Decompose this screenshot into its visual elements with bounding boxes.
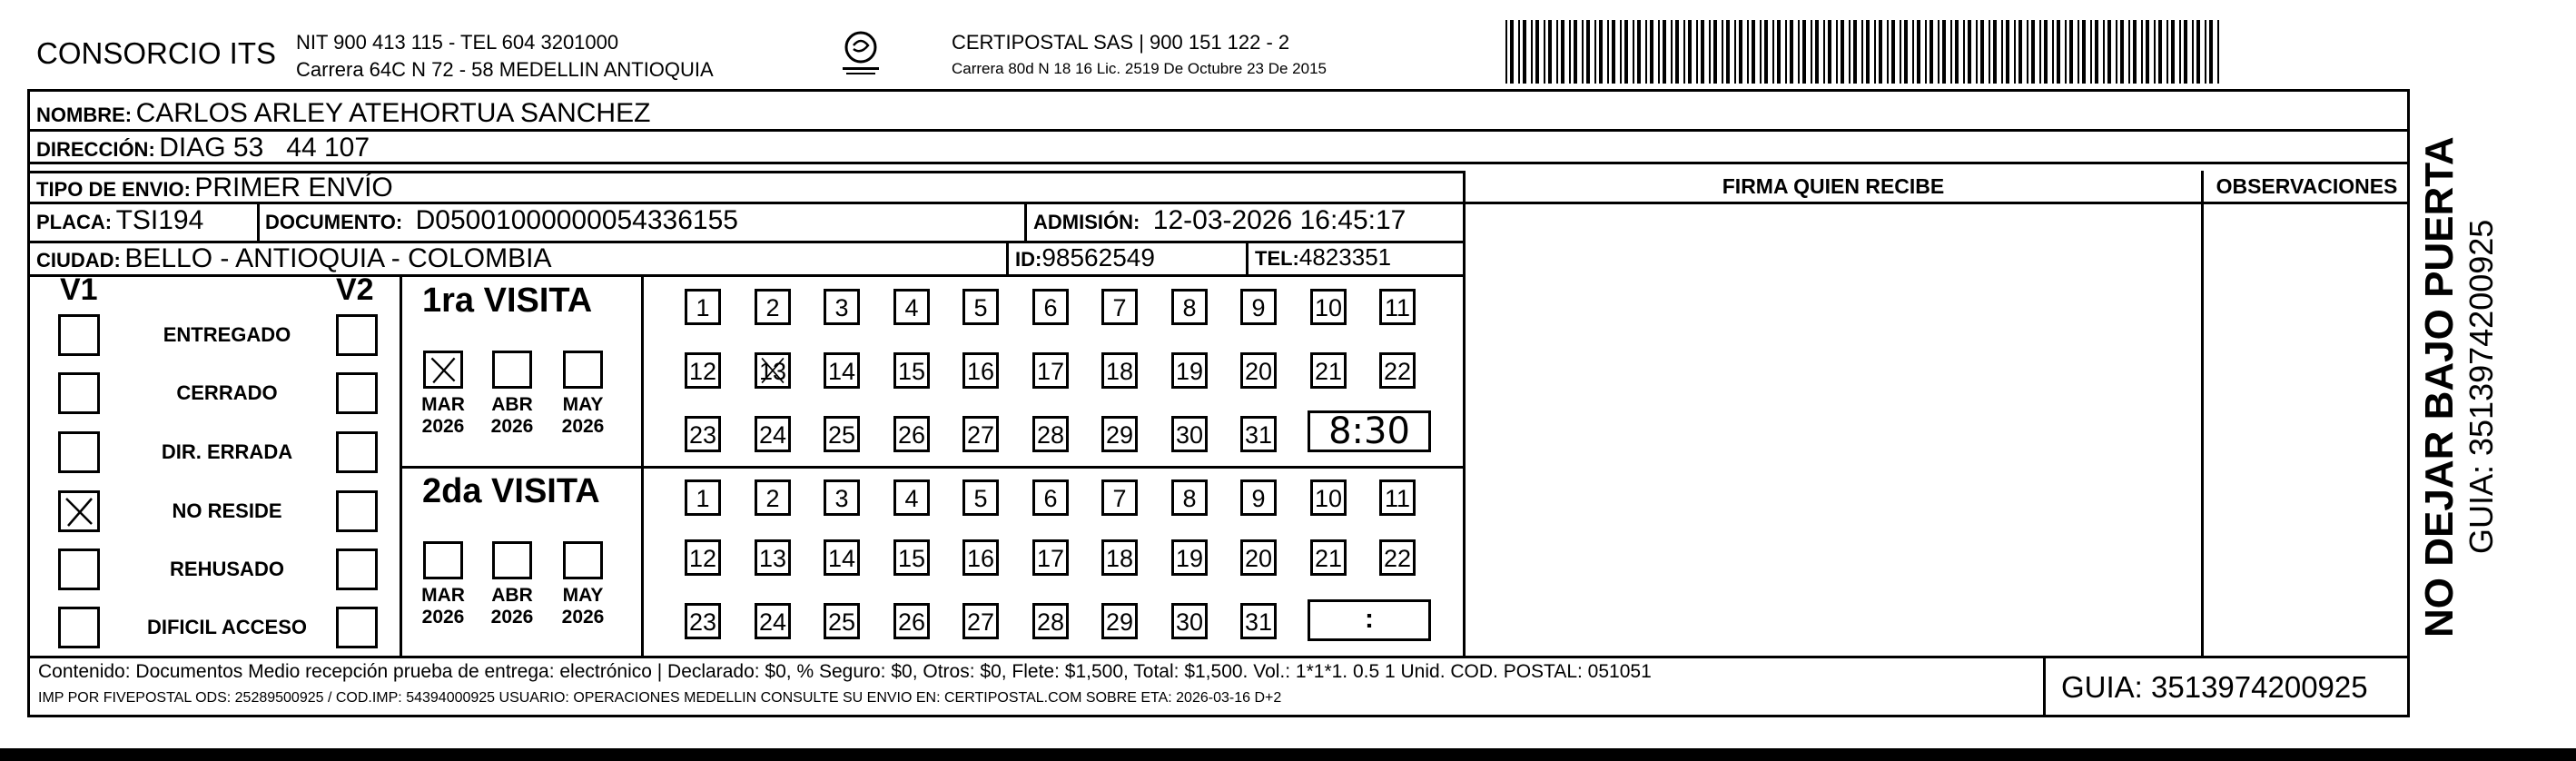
visit2-year-label-1: 2026 (490, 607, 534, 628)
visit1-day-1[interactable]: 1 (685, 289, 721, 325)
visit2-day-3[interactable]: 3 (824, 479, 860, 516)
documento-value: D05001000000054336155 (415, 205, 738, 235)
visit1-day-9[interactable]: 9 (1240, 289, 1277, 325)
ciudad-value: BELLO - ANTIOQUIA - COLOMBIA (124, 243, 552, 273)
v2-label: V2 (336, 272, 374, 307)
visit1-month-label-1: ABR (491, 394, 533, 415)
visit2-month-label-1: ABR (491, 585, 533, 606)
visit2-month-checkbox-2[interactable] (563, 541, 603, 579)
observaciones-header: OBSERVACIONES (2216, 174, 2398, 198)
v2-checkbox-1[interactable] (336, 372, 378, 414)
direccion-label: DIRECCIÓN: (36, 138, 155, 161)
visit2-day-8[interactable]: 8 (1171, 479, 1208, 516)
id-label: ID: (1015, 248, 1042, 271)
visit1-month-checkbox-1[interactable] (492, 351, 532, 389)
v1-checkbox-5[interactable] (58, 607, 100, 648)
footer-contenido: Contenido: Documentos Medio recepción prueba de entrega: electrónico | Declarado: $0, % Seguro: $0, Otros: $0, Flete: $1,500, Total: $1,500. Vol.: 1*1*1. 0.5 1 Unid. COD. POSTAL: 051051 (38, 661, 1652, 682)
side-guia: GUIA: 3513974200925 (2462, 219, 2500, 554)
visit2-day-9[interactable]: 9 (1240, 479, 1277, 516)
reason-label-3: NO RESIDE (172, 499, 282, 522)
visit1-year-label-0: 2026 (421, 416, 465, 437)
visit1-day-6[interactable]: 6 (1032, 289, 1069, 325)
visit2-day-7[interactable]: 7 (1101, 479, 1138, 516)
visit2-day-5[interactable]: 5 (962, 479, 999, 516)
visit1-title: 1ra VISITA (422, 282, 593, 320)
barcode (1504, 20, 2230, 84)
carrier-line: CERTIPOSTAL SAS | 900 151 122 - 2 (952, 31, 1290, 54)
visit1-time[interactable]: 8:30 (1308, 410, 1431, 452)
nombre-label: NOMBRE: (36, 104, 133, 126)
v1-checkbox-1[interactable] (58, 372, 100, 414)
visit2-day-25[interactable]: 25 (824, 603, 860, 639)
visit2-day-26[interactable]: 26 (893, 603, 930, 639)
visit1-month-checkbox-2[interactable] (563, 351, 603, 389)
id-value: 98562549 (1041, 243, 1155, 272)
visit2-month-checkbox-0[interactable] (423, 541, 463, 579)
visit2-time[interactable]: : (1308, 599, 1431, 641)
visit1-day-24[interactable]: 24 (755, 416, 791, 452)
tipo-envio-label: TIPO DE ENVIO: (36, 178, 191, 201)
visit2-month-label-2: MAY (562, 585, 604, 606)
firma-header: FIRMA QUIEN RECIBE (1722, 174, 1945, 198)
footer-guia: GUIA: 3513974200925 (2061, 670, 2368, 704)
visit1-day-25[interactable]: 25 (824, 416, 860, 452)
reason-label-4: REHUSADO (170, 558, 284, 580)
visit2-day-22[interactable]: 22 (1379, 539, 1416, 576)
observaciones-area[interactable] (2204, 204, 2410, 656)
visit2-day-6[interactable]: 6 (1032, 479, 1069, 516)
visit2-day-18[interactable]: 18 (1101, 539, 1138, 576)
visit1-day-16[interactable]: 16 (962, 352, 999, 389)
v1-checkbox-2[interactable] (58, 431, 100, 473)
visit2-day-1[interactable]: 1 (685, 479, 721, 516)
visit1-day-8[interactable]: 8 (1171, 289, 1208, 325)
visit2-day-16[interactable]: 16 (962, 539, 999, 576)
v2-checkbox-0[interactable] (336, 314, 378, 356)
visit2-day-2[interactable]: 2 (755, 479, 791, 516)
visit1-year-label-2: 2026 (561, 416, 605, 437)
visit1-day-29[interactable]: 29 (1101, 416, 1138, 452)
visit1-year-label-1: 2026 (490, 416, 534, 437)
reason-label-1: CERRADO (176, 381, 278, 404)
v1-label: V1 (60, 272, 98, 307)
visit2-day-28[interactable]: 28 (1032, 603, 1069, 639)
visit1-day-21[interactable]: 21 (1310, 352, 1347, 389)
visit2-day-31[interactable]: 31 (1240, 603, 1277, 639)
visit2-day-24[interactable]: 24 (755, 603, 791, 639)
visit2-day-12[interactable]: 12 (685, 539, 721, 576)
visit2-day-4[interactable]: 4 (893, 479, 930, 516)
visit1-day-22[interactable]: 22 (1379, 352, 1416, 389)
visit1-day-10[interactable]: 10 (1310, 289, 1347, 325)
visit2-day-11[interactable]: 11 (1379, 479, 1416, 516)
visit2-year-label-2: 2026 (561, 607, 605, 628)
visit1-day-12[interactable]: 12 (685, 352, 721, 389)
visit2-title: 2da VISITA (422, 472, 600, 510)
v2-checkbox-2[interactable] (336, 431, 378, 473)
tipo-envio-value: PRIMER ENVÍO (194, 173, 393, 203)
visit1-day-27[interactable]: 27 (962, 416, 999, 452)
carrier-address: Carrera 80d N 18 16 Lic. 2519 De Octubre 23 De 2015 (952, 60, 1327, 77)
placa-label: PLACA: (36, 211, 113, 233)
visit1-day-2[interactable]: 2 (755, 289, 791, 325)
visit2-day-20[interactable]: 20 (1240, 539, 1277, 576)
visit2-day-10[interactable]: 10 (1310, 479, 1347, 516)
visit1-day-26[interactable]: 26 (893, 416, 930, 452)
visit1-day-7[interactable]: 7 (1101, 289, 1138, 325)
reason-label-0: ENTREGADO (163, 323, 291, 346)
visit1-month-label-2: MAY (562, 394, 604, 415)
visit2-day-30[interactable]: 30 (1171, 603, 1208, 639)
v1-checkbox-3[interactable] (58, 490, 100, 532)
admision-value: 12-03-2026 16:45:17 (1152, 205, 1406, 235)
visit2-day-23[interactable]: 23 (685, 603, 721, 639)
no-dejar-bajo-puerta: NO DEJAR BAJO PUERTA (2417, 136, 2462, 637)
v1-checkbox-0[interactable] (58, 314, 100, 356)
direccion-value: DIAG 53 44 107 (159, 133, 370, 163)
visit2-year-label-0: 2026 (421, 607, 465, 628)
documento-label: DOCUMENTO: (265, 211, 403, 233)
v2-checkbox-3[interactable] (336, 490, 378, 532)
visit2-day-15[interactable]: 15 (893, 539, 930, 576)
visit1-day-31[interactable]: 31 (1240, 416, 1277, 452)
visit1-day-30[interactable]: 30 (1171, 416, 1208, 452)
visit1-day-4[interactable]: 4 (893, 289, 930, 325)
tel-value: 4823351 (1298, 243, 1392, 271)
visit2-day-27[interactable]: 27 (962, 603, 999, 639)
reason-label-5: DIFICIL ACCESO (146, 616, 307, 638)
visit1-day-20[interactable]: 20 (1240, 352, 1277, 389)
visit1-day-14[interactable]: 14 (824, 352, 860, 389)
bottom-edge (0, 748, 2576, 761)
company-name: CONSORCIO ITS (36, 36, 277, 70)
firma-area[interactable] (1466, 204, 2201, 656)
visit2-day-19[interactable]: 19 (1171, 539, 1208, 576)
visit1-day-5[interactable]: 5 (962, 289, 999, 325)
visit1-day-13[interactable]: 13 (755, 352, 791, 389)
footer-imp: IMP POR FIVEPOSTAL ODS: 25289500925 / COD.IMP: 54394000925 USUARIO: OPERACIONES MEDELLIN CONSULTE SU ENVIO EN: CERTIPOSTAL.COM SOBRE ETA: 2026-03-16 D+2 (38, 690, 1282, 706)
reason-label-2: DIR. ERRADA (161, 440, 293, 463)
visit1-month-checkbox-0[interactable] (423, 351, 463, 389)
admision-label: ADMISIÓN: (1033, 211, 1140, 233)
v2-checkbox-5[interactable] (336, 607, 378, 648)
visit1-day-15[interactable]: 15 (893, 352, 930, 389)
visit1-month-label-0: MAR (421, 394, 465, 415)
visit1-day-3[interactable]: 3 (824, 289, 860, 325)
visit2-month-checkbox-1[interactable] (492, 541, 532, 579)
address-line: Carrera 64C N 72 - 58 MEDELLIN ANTIOQUIA (296, 58, 714, 81)
visit2-day-13[interactable]: 13 (755, 539, 791, 576)
visit1-day-11[interactable]: 11 (1379, 289, 1416, 325)
visit2-day-17[interactable]: 17 (1032, 539, 1069, 576)
v2-checkbox-4[interactable] (336, 549, 378, 590)
v1-checkbox-4[interactable] (58, 549, 100, 590)
visit2-day-29[interactable]: 29 (1101, 603, 1138, 639)
visit2-day-21[interactable]: 21 (1310, 539, 1347, 576)
nit-line: NIT 900 413 115 - TEL 604 3201000 (296, 31, 619, 54)
ciudad-label: CIUDAD: (36, 249, 121, 272)
visit2-day-14[interactable]: 14 (824, 539, 860, 576)
visit1-day-23[interactable]: 23 (685, 416, 721, 452)
visit1-day-19[interactable]: 19 (1171, 352, 1208, 389)
certipostal-logo (834, 27, 888, 82)
tel-label: TEL: (1255, 247, 1299, 270)
visit1-day-28[interactable]: 28 (1032, 416, 1069, 452)
visit1-day-17[interactable]: 17 (1032, 352, 1069, 389)
placa-value: TSI194 (115, 205, 204, 235)
nombre-value: CARLOS ARLEY ATEHORTUA SANCHEZ (135, 98, 651, 128)
visit2-month-label-0: MAR (421, 585, 465, 606)
visit1-day-18[interactable]: 18 (1101, 352, 1138, 389)
